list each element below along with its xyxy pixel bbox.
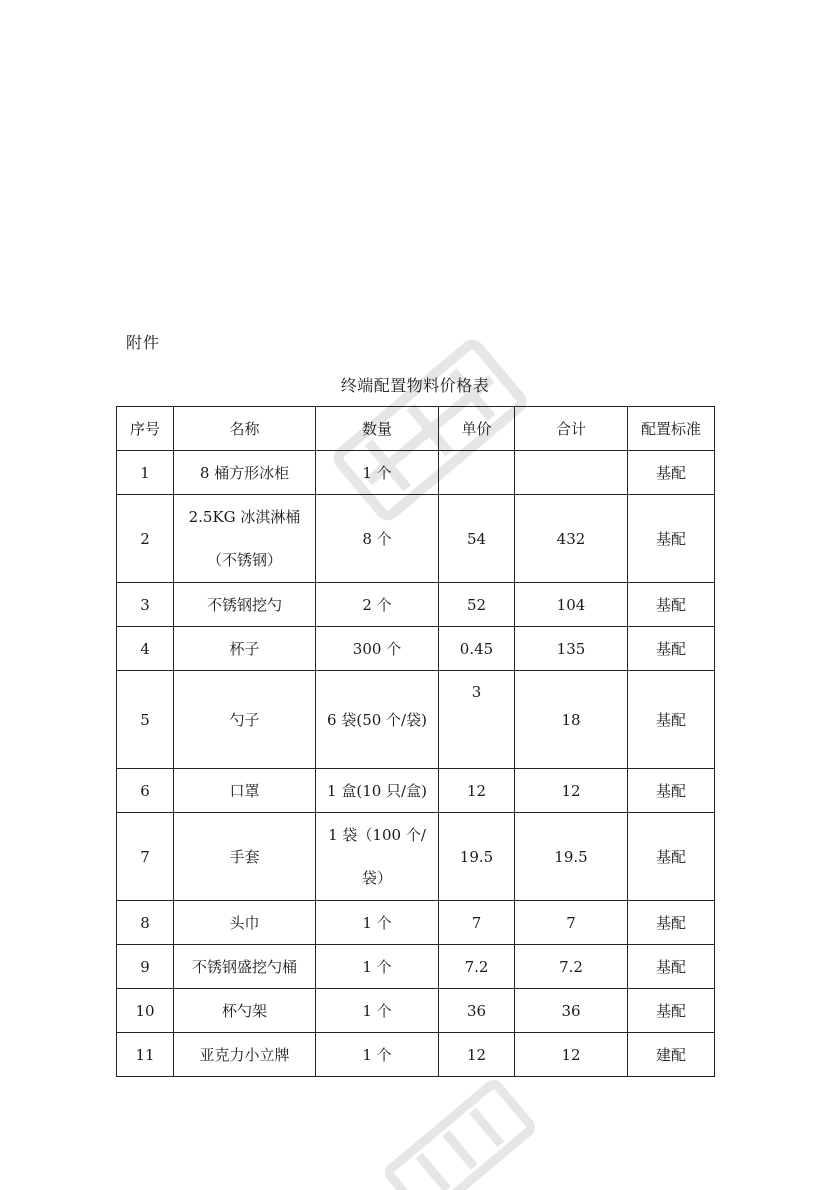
cell-name: 勺子 (174, 671, 316, 769)
cell-name: 手套 (174, 813, 316, 901)
cell-unit-price: 7.2 (439, 945, 515, 989)
cell-total: 19.5 (515, 813, 628, 901)
cell-qty: 8 个 (316, 495, 439, 583)
table-row (117, 769, 715, 813)
cell-seq: 7 (117, 813, 174, 901)
cell-standard: 基配 (628, 769, 715, 813)
cell-name: 杯子 (174, 627, 316, 671)
cell-qty: 1 个 (316, 945, 439, 989)
cell-name: 杯勺架 (174, 989, 316, 1033)
table-row (117, 627, 715, 671)
cell-total (515, 451, 628, 495)
cell-standard: 基配 (628, 627, 715, 671)
cell-seq: 6 (117, 769, 174, 813)
cell-name: 亚克力小立牌 (174, 1033, 316, 1077)
cell-qty: 1 袋（100 个/袋） (316, 813, 439, 901)
cell-standard: 建配 (628, 1033, 715, 1077)
cell-unit-price: 3 (439, 671, 515, 769)
cell-unit-price: 19.5 (439, 813, 515, 901)
cell-unit-price: 0.45 (439, 627, 515, 671)
cell-seq: 9 (117, 945, 174, 989)
attachment-label: 附件 (126, 333, 161, 352)
cell-unit-price: 12 (439, 769, 515, 813)
cell-standard: 基配 (628, 989, 715, 1033)
header-qty: 数量 (316, 407, 439, 451)
cell-total: 104 (515, 583, 628, 627)
table-row (117, 813, 715, 901)
cell-qty: 1 个 (316, 1033, 439, 1077)
header-name: 名称 (174, 407, 316, 451)
cell-qty: 6 袋(50 个/袋) (316, 671, 439, 769)
cell-name: 口罩 (174, 769, 316, 813)
cell-seq: 1 (117, 451, 174, 495)
cell-total: 12 (515, 769, 628, 813)
cell-total: 36 (515, 989, 628, 1033)
cell-unit-price: 54 (439, 495, 515, 583)
cell-qty: 1 个 (316, 451, 439, 495)
cell-total: 18 (515, 671, 628, 769)
table-header-row (117, 407, 715, 451)
cell-unit-price: 7 (439, 901, 515, 945)
table-row (117, 901, 715, 945)
cell-total: 7 (515, 901, 628, 945)
cell-standard: 基配 (628, 583, 715, 627)
cell-seq: 8 (117, 901, 174, 945)
header-seq: 序号 (117, 407, 174, 451)
cell-standard: 基配 (628, 813, 715, 901)
cell-seq: 3 (117, 583, 174, 627)
table-row (117, 583, 715, 627)
cell-seq: 5 (117, 671, 174, 769)
table-row (117, 495, 715, 583)
table-row (117, 451, 715, 495)
cell-total: 135 (515, 627, 628, 671)
cell-unit-price: 52 (439, 583, 515, 627)
table-row (117, 989, 715, 1033)
cell-seq: 4 (117, 627, 174, 671)
cell-qty: 2 个 (316, 583, 439, 627)
cell-standard: 基配 (628, 945, 715, 989)
table-row (117, 671, 715, 769)
cell-total: 7.2 (515, 945, 628, 989)
cell-qty: 1 个 (316, 989, 439, 1033)
cell-standard: 基配 (628, 495, 715, 583)
cell-unit-price (439, 451, 515, 495)
table-row (117, 1033, 715, 1077)
header-standard: 配置标准 (628, 407, 715, 451)
cell-standard: 基配 (628, 451, 715, 495)
cell-standard: 基配 (628, 671, 715, 769)
cell-name: 头巾 (174, 901, 316, 945)
cell-qty: 1 个 (316, 901, 439, 945)
watermark-logo-bottom (360, 1070, 560, 1190)
cell-seq: 2 (117, 495, 174, 583)
cell-name: 2.5KG 冰淇淋桶（不锈钢） (174, 495, 316, 583)
cell-unit-price: 12 (439, 1033, 515, 1077)
cell-name: 不锈钢挖勺 (174, 583, 316, 627)
document-title: 终端配置物料价格表 (340, 376, 490, 395)
cell-standard: 基配 (628, 901, 715, 945)
cell-qty: 1 盒(10 只/盒) (316, 769, 439, 813)
cell-name: 不锈钢盛挖勺桶 (174, 945, 316, 989)
header-unit-price: 单价 (439, 407, 515, 451)
cell-unit-price: 36 (439, 989, 515, 1033)
cell-name: 8 桶方形冰柜 (174, 451, 316, 495)
cell-seq: 10 (117, 989, 174, 1033)
header-total: 合计 (515, 407, 628, 451)
cell-total: 432 (515, 495, 628, 583)
cell-total: 12 (515, 1033, 628, 1077)
price-table (116, 406, 715, 1077)
cell-seq: 11 (117, 1033, 174, 1077)
cell-qty: 300 个 (316, 627, 439, 671)
table-row (117, 945, 715, 989)
